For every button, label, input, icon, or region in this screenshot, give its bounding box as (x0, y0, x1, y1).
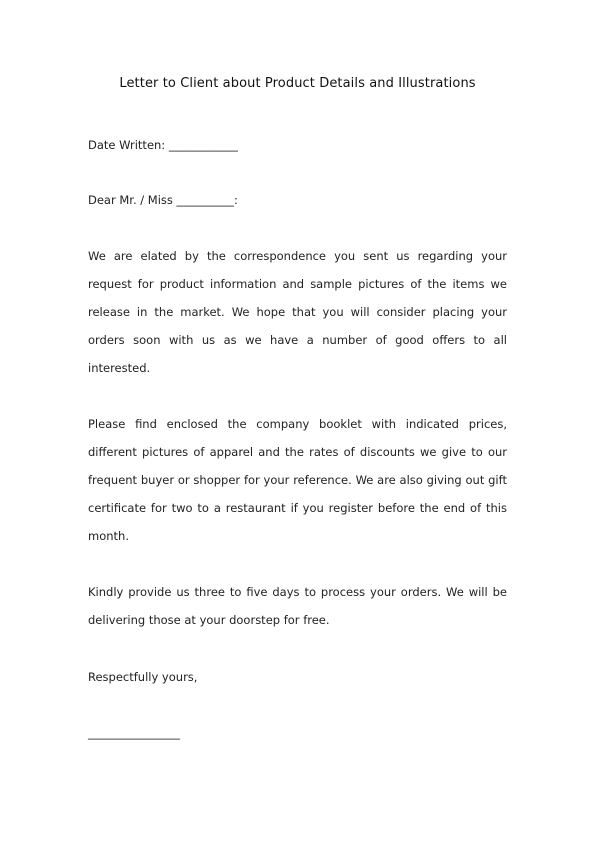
paragraph-line: release in the market. We hope that you will consider placing your (88, 305, 507, 319)
paragraph-line: month. (88, 529, 129, 543)
paragraph-line: Please find enclosed the company booklet with indicated prices, (88, 417, 507, 431)
paragraph-processing (88, 578, 507, 634)
letter-title: Letter to Client about Product Details and Illustrations (119, 76, 476, 91)
salutation-line: Dear Mr. / Miss __________: (88, 193, 238, 207)
paragraph-enclosure (88, 410, 507, 550)
paragraph-line: We are elated by the correspondence you sent us regarding your (88, 249, 507, 263)
paragraph-line: Kindly provide us three to five days to process your orders. We will be (88, 585, 507, 599)
paragraph-line: certificate for two to a restaurant if you register before the end of this (88, 501, 507, 515)
signature-line: ________________ (88, 726, 180, 740)
closing-line: Respectfully yours, (88, 670, 198, 684)
paragraph-line: different pictures of apparel and the rates of discounts we give to our (88, 445, 507, 459)
paragraph-line: frequent buyer or shopper for your reference. We are also giving out gift (88, 473, 507, 487)
paragraph-line: orders soon with us as we have a number of good offers to all (88, 333, 507, 347)
date-written-line: Date Written: ____________ (88, 138, 238, 152)
paragraph-line: interested. (88, 361, 151, 375)
paragraph-line: request for product information and sample pictures of the items we (88, 277, 507, 291)
paragraph-intro (88, 242, 507, 382)
paragraph-line: delivering those at your doorstep for free. (88, 613, 330, 627)
